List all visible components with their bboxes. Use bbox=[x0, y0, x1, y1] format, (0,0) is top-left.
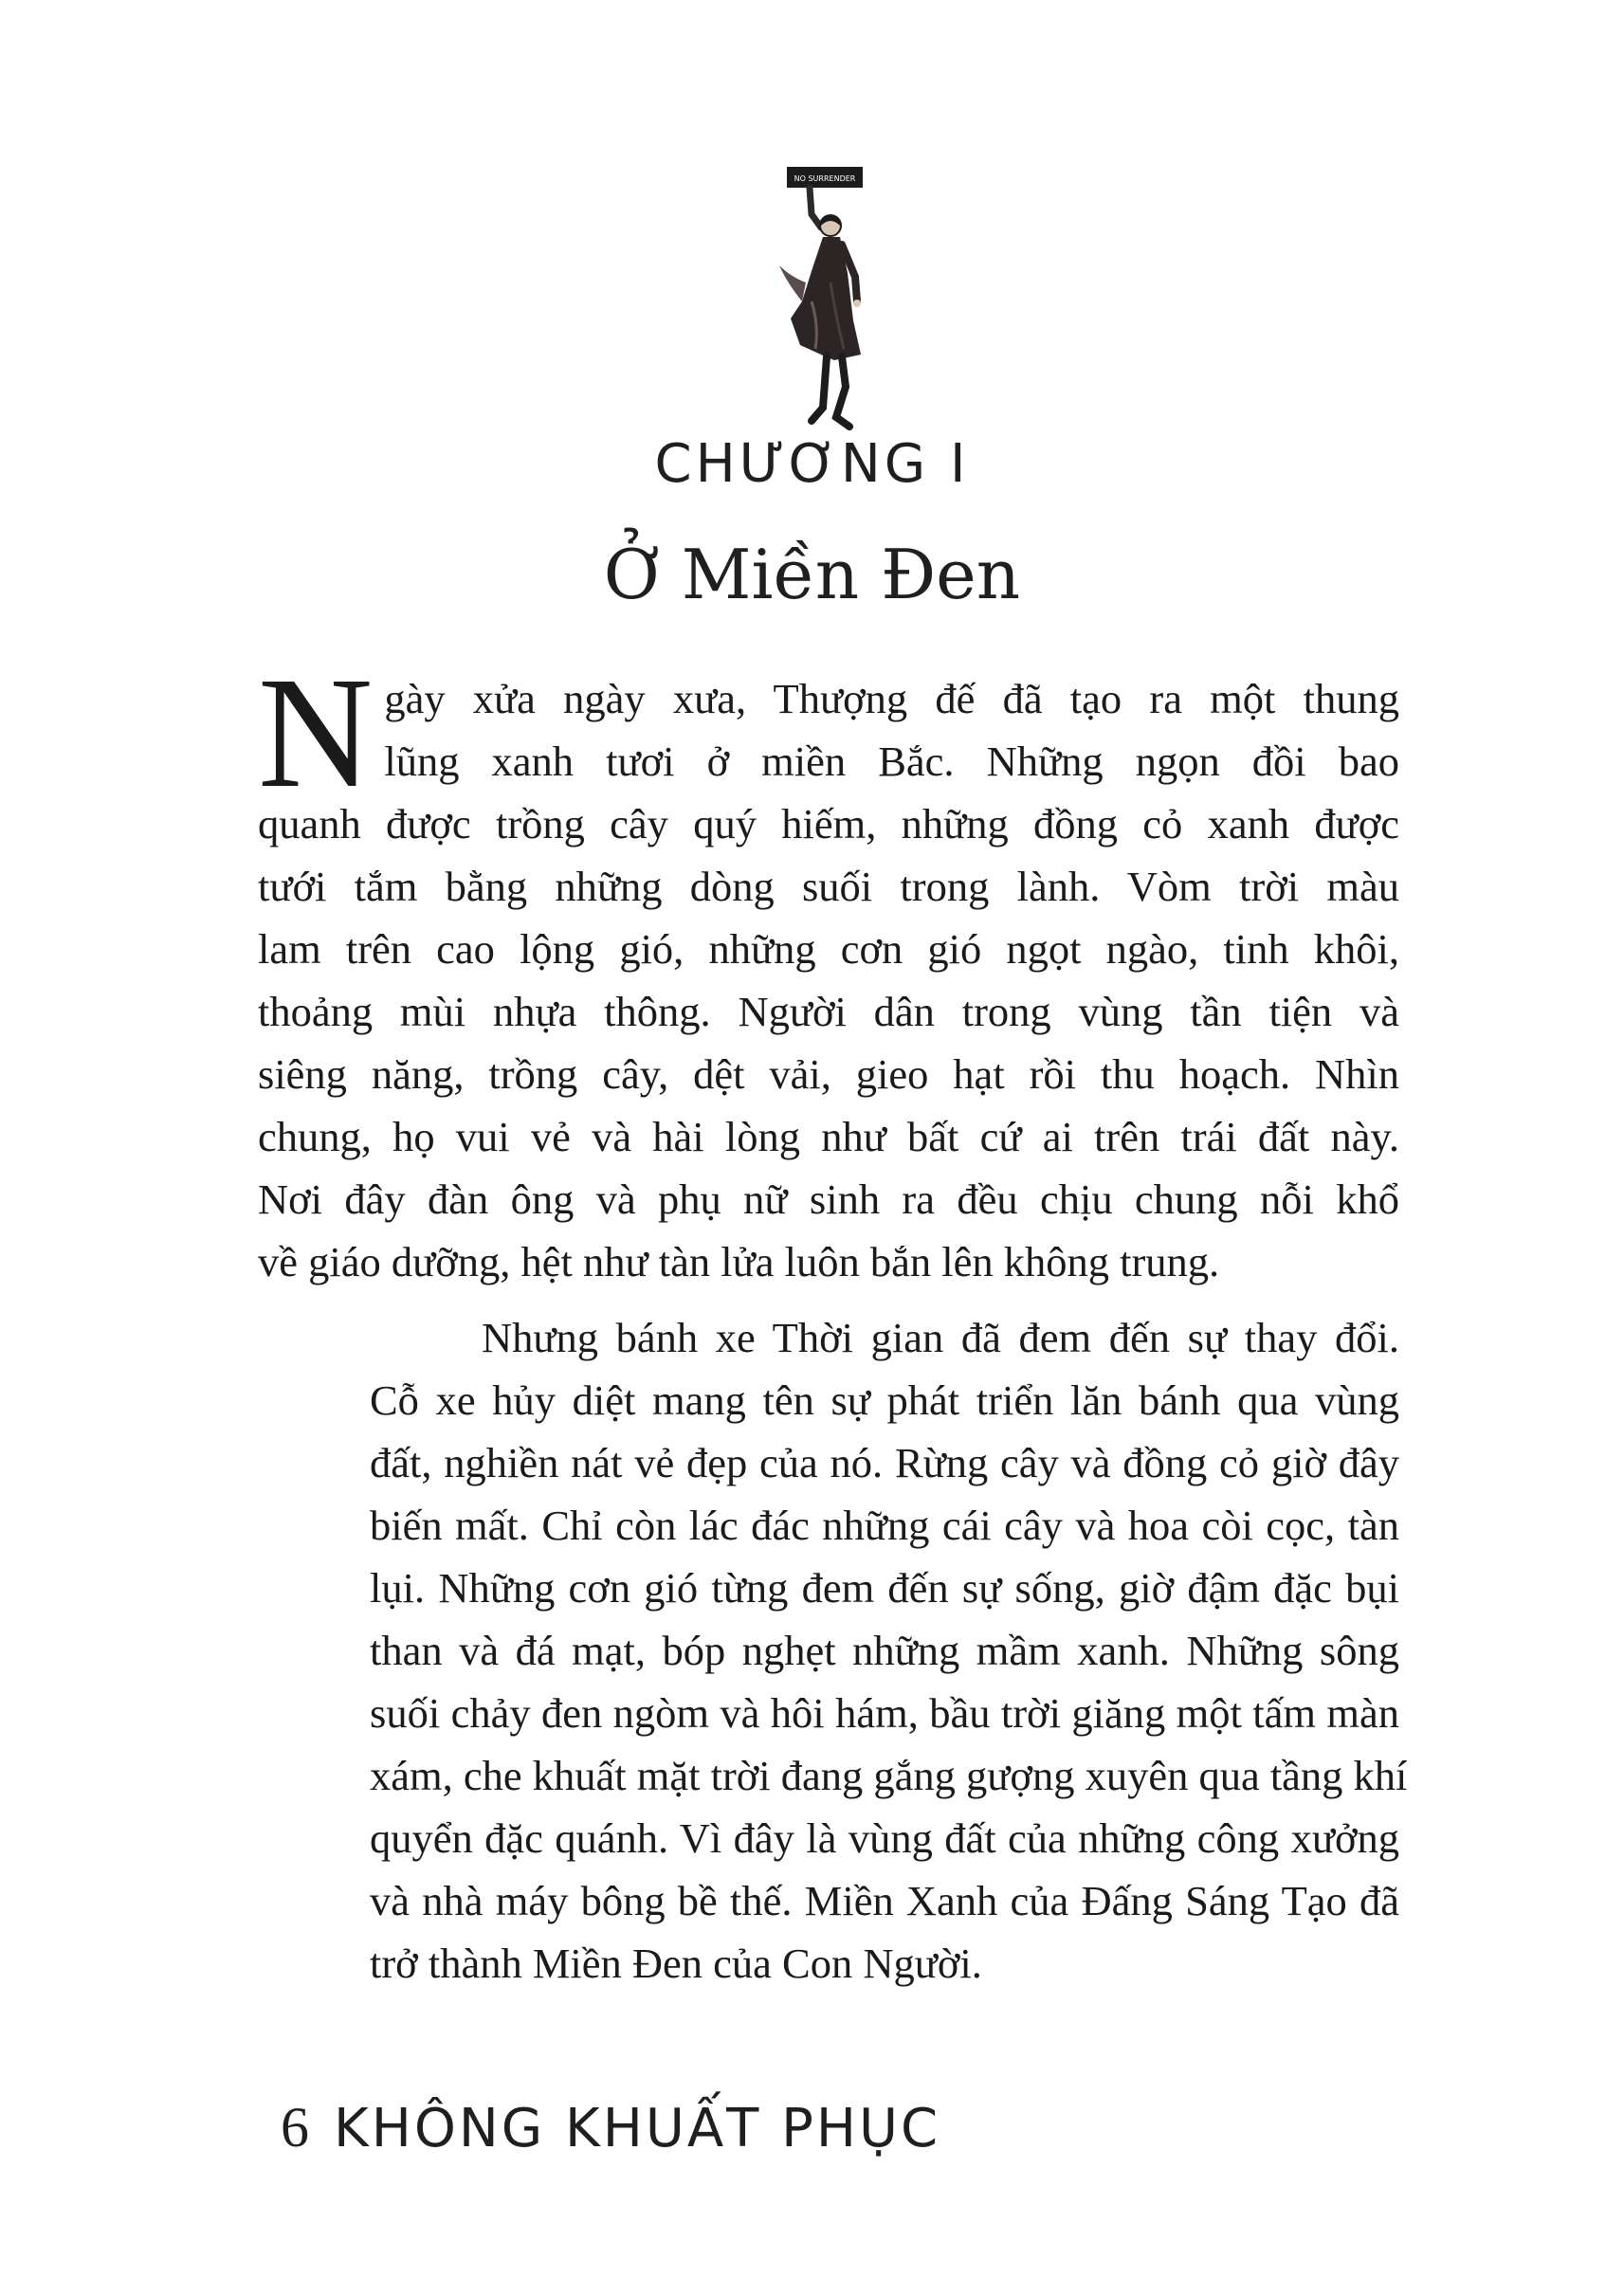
paragraph-1 bbox=[258, 645, 1399, 1293]
book-title: KHÔNG KHUẤT PHỤC bbox=[334, 2098, 941, 2159]
drop-cap: N bbox=[258, 645, 374, 821]
text-line: lụi. Những cơn gió từng đem đến sự sống, giờ đậm đặc bụi bbox=[370, 1564, 1399, 1612]
text-line: đất, nghiền nát vẻ đẹp của nó. Rừng cây và đồng cỏ giờ đây bbox=[370, 1439, 1399, 1486]
text-line: trở thành Miền Đen của Con Người. bbox=[370, 1940, 982, 1987]
text-line: lam trên cao lộng gió, những cơn gió ngọt ngào, tinh khôi, bbox=[258, 925, 1399, 973]
text-line: về giáo dưỡng, hệt như tàn lửa luôn bắn lên không trung. bbox=[258, 1238, 1220, 1285]
running-footer bbox=[281, 2095, 940, 2160]
text-line: Nhưng bánh xe Thời gian đã đem đến sự thay đổi. bbox=[482, 1314, 1399, 1361]
chapter-title: Ở Miền Đen bbox=[603, 535, 1021, 614]
suffragette-illustration bbox=[774, 159, 880, 434]
text-line: siêng năng, trồng cây, dệt vải, gieo hạt rồi thu hoạch. Nhìn bbox=[258, 1050, 1399, 1098]
text-line: thoảng mùi nhựa thông. Người dân trong vùng tần tiện và bbox=[258, 988, 1399, 1035]
text-line: quyển đặc quánh. Vì đây là vùng đất của những công xưởng bbox=[370, 1814, 1399, 1862]
text-line: lũng xanh tươi ở miền Bắc. Những ngọn đồi bao bbox=[384, 738, 1399, 785]
text-line: biến mất. Chỉ còn lác đác những cái cây và hoa còi cọc, tàn bbox=[370, 1502, 1399, 1549]
text-line: xám, che khuất mặt trời đang gắng gượng xuyên qua tầng khí bbox=[370, 1752, 1408, 1799]
paragraph-2 bbox=[258, 1306, 1408, 1995]
page-number: 6 bbox=[281, 2096, 309, 2159]
text-line: Cỗ xe hủy diệt mang tên sự phát triển lăn bánh qua vùng bbox=[370, 1376, 1399, 1424]
text-line: và nhà máy bông bề thế. Miền Xanh của Đấng Sáng Tạo đã bbox=[370, 1877, 1399, 1924]
text-line: than và đá mạt, bóp nghẹt những mầm xanh. Những sông bbox=[370, 1627, 1399, 1674]
text-line: quanh được trồng cây quý hiếm, những đồng cỏ xanh được bbox=[258, 800, 1399, 847]
text-line: Nơi đây đàn ông và phụ nữ sinh ra đều chịu chung nỗi khổ bbox=[258, 1175, 1399, 1223]
text-line: suối chảy đen ngòm và hôi hám, bầu trời giăng một tấm màn bbox=[370, 1689, 1399, 1737]
text-line: gày xửa ngày xưa, Thượng đế đã tạo ra một thung bbox=[384, 675, 1399, 722]
chapter-label: CHƯƠNG I bbox=[654, 433, 970, 495]
chapter-body bbox=[258, 645, 1408, 1995]
protest-sign-text: NO SURRENDER bbox=[794, 174, 856, 183]
text-line: tưới tắm bằng những dòng suối trong lành. Vòm trời màu bbox=[258, 863, 1399, 910]
text-line: chung, họ vui vẻ và hài lòng như bất cứ ai trên trái đất này. bbox=[258, 1113, 1399, 1160]
